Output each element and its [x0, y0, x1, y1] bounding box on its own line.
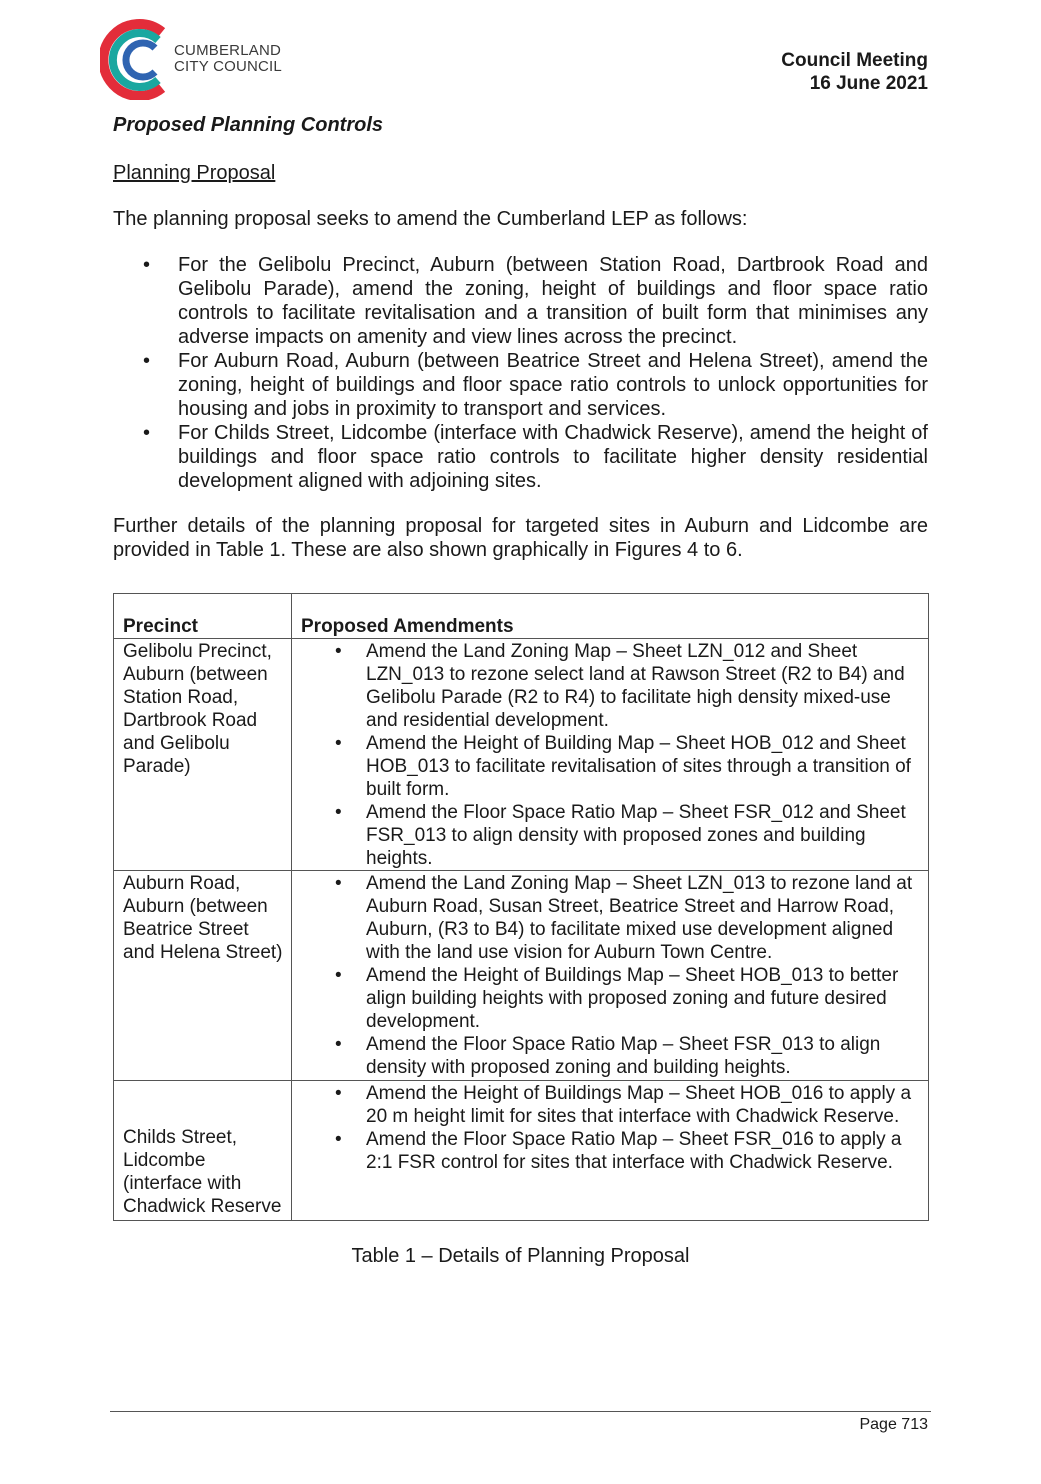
document-body — [113, 112, 928, 562]
table-row — [114, 871, 929, 1081]
table-header-row — [114, 594, 929, 639]
table-row — [114, 639, 929, 871]
list-item: • For Auburn Road, Auburn (between Beatrice Street and Helena Street), amend the zoning, height of buildings and floor space ratio controls to unlock opportunities for housing and jobs in proximity to transport and services. — [113, 349, 928, 421]
amendment-list — [292, 1082, 920, 1174]
list-item: • Amend the Height of Building Map – Sheet HOB_012 and Sheet HOB_013 to facilitate revitalisation of sites through a transition of built form. — [292, 732, 920, 801]
table-row — [114, 1081, 929, 1221]
list-item: • For Childs Street, Lidcombe (interface with Chadwick Reserve), amend the height of buildings and floor space ratio controls to facilitate higher density residential development aligned with adjoining sites. — [113, 421, 928, 493]
list-item: • For the Gelibolu Precinct, Auburn (between Station Road, Dartbrook Road and Gelibolu Parade), amend the zoning, height of buildings and floor space ratio controls to facilitate revitalisation and a transition of built form that minimises any adverse impacts on amenity and view lines across the precinct. — [113, 253, 928, 349]
meeting-info — [781, 49, 928, 95]
footer-divider — [110, 1411, 931, 1412]
amendments-table — [113, 593, 929, 1221]
list-item: • Amend the Height of Buildings Map – Sheet HOB_013 to better align building heights with proposed zoning and future desired development. — [292, 964, 920, 1033]
list-item: • Amend the Height of Buildings Map – Sheet HOB_016 to apply a 20 m height limit for sites that interface with Chadwick Reserve. — [292, 1082, 920, 1128]
sub-heading: Planning Proposal — [113, 162, 276, 184]
list-item: • Amend the Floor Space Ratio Map – Sheet FSR_013 to align density with proposed zoning and building heights. — [292, 1033, 920, 1079]
logo-line-1: CUMBERLAND — [174, 42, 282, 59]
amendments-cell — [292, 639, 929, 871]
amendments-cell — [292, 1081, 929, 1221]
precinct-cell: Gelibolu Precinct, Auburn (between Station Road, Dartbrook Road and Gelibolu Parade) — [114, 639, 292, 871]
list-item: • Amend the Floor Space Ratio Map – Sheet FSR_012 and Sheet FSR_013 to align density with proposed zones and building heights. — [292, 801, 920, 870]
further-details-paragraph: Further details of the planning proposal for targeted sites in Auburn and Lidcombe are provided in Table 1. These are also shown graphically in Figures 4 to 6. — [113, 515, 928, 561]
precinct-cell: Auburn Road, Auburn (between Beatrice Street and Helena Street) — [114, 871, 292, 1081]
list-item: • Amend the Land Zoning Map – Sheet LZN_012 and Sheet LZN_013 to rezone select land at Rawson Street (R2 to B4) and Gelibolu Parade (R2 to R4) to facilitate high density mixed-use and residential development. — [292, 640, 920, 732]
header-precinct: Precinct — [114, 594, 292, 639]
council-logo-mark-icon — [100, 18, 172, 100]
intro-paragraph: The planning proposal seeks to amend the Cumberland LEP as follows: — [113, 208, 748, 230]
list-item: • Amend the Land Zoning Map – Sheet LZN_013 to rezone land at Auburn Road, Susan Street, Beatrice Street and Harrow Road, Auburn, (R3 to B4) to facilitate mixed use development aligned with the land use vision for Auburn Town Centre. — [292, 872, 920, 964]
precinct-cell: Childs Street, Lidcombe (interface with Chadwick Reserve — [114, 1081, 292, 1221]
page-number: Page 713 — [859, 1416, 928, 1433]
amendments-cell — [292, 871, 929, 1081]
header-proposed-amendments: Proposed Amendments — [292, 594, 929, 639]
amendment-list — [292, 872, 920, 1079]
proposal-bullet-list — [113, 253, 928, 493]
table-caption: Table 1 – Details of Planning Proposal — [351, 1245, 690, 1267]
logo-wordmark — [174, 43, 282, 75]
meeting-date: 16 June 2021 — [809, 73, 928, 94]
section-title: Proposed Planning Controls — [113, 114, 384, 136]
list-item: • Amend the Floor Space Ratio Map – Sheet FSR_016 to apply a 2:1 FSR control for sites that interface with Chadwick Reserve. — [292, 1128, 920, 1174]
amendment-list — [292, 640, 920, 870]
council-logo — [100, 18, 300, 100]
meeting-title: Council Meeting — [781, 50, 928, 71]
logo-line-2: CITY COUNCIL — [174, 58, 282, 75]
